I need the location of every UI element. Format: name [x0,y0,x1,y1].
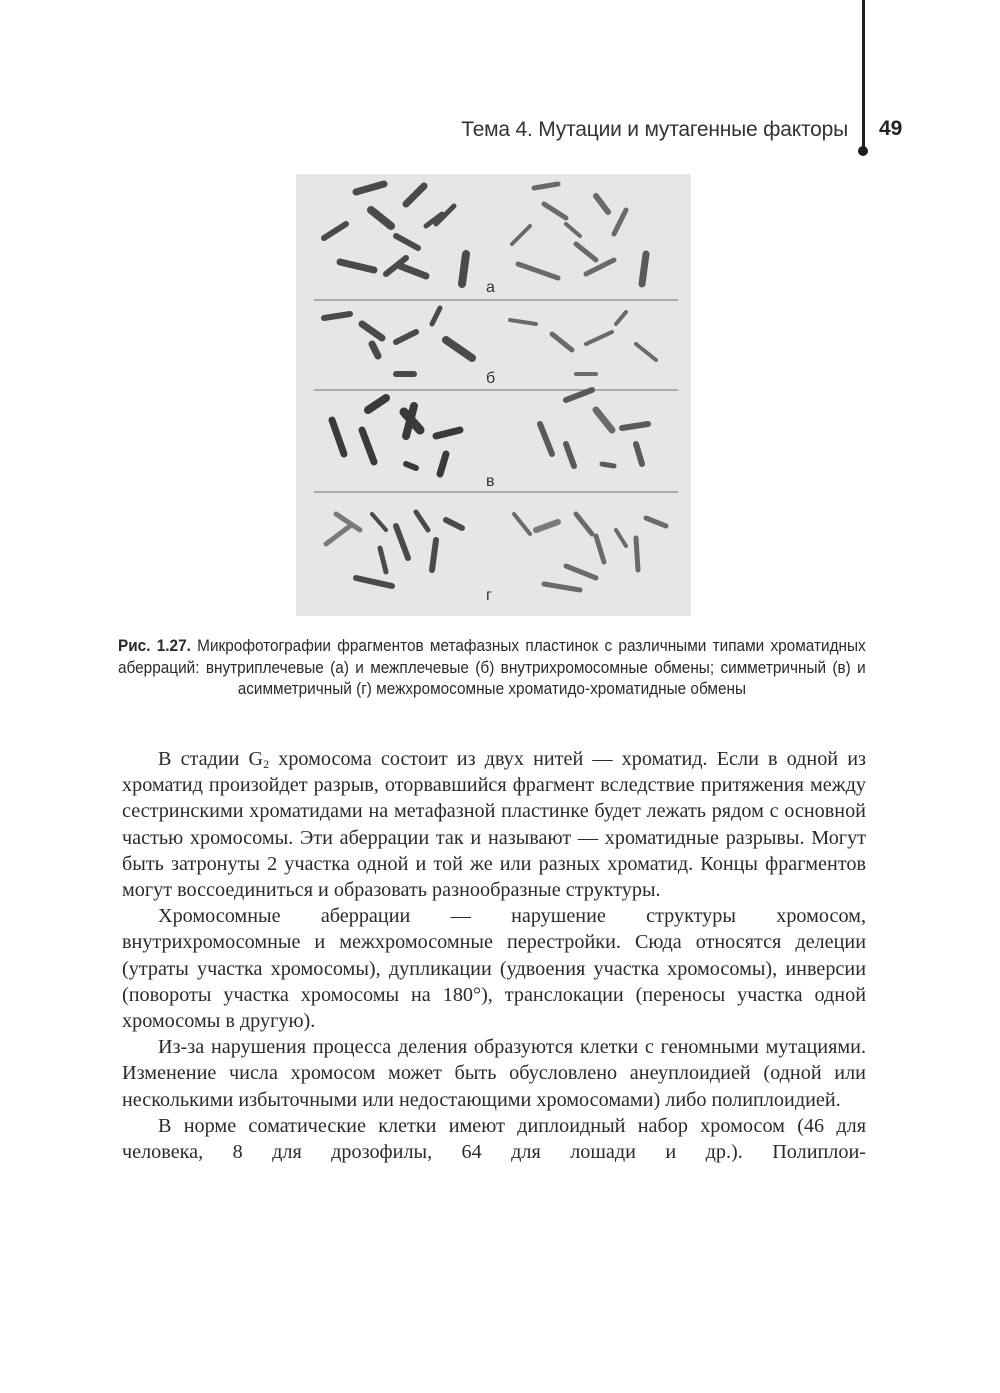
figure-micrograph [296,174,691,616]
margin-rule-dot [858,146,868,156]
panel-label-a: а [486,279,495,296]
paragraph-4: В норме соматические клетки имеют диплоидный набор хромосом (46 для человека, 8 для дрозофилы, 64 для лошади и др.). Полиплои- [122,1114,866,1164]
panel-label-c: в [486,473,495,490]
figure-caption [118,636,866,701]
page-number: 49 [879,117,903,140]
subscript-2: 2 [263,757,270,771]
running-title: Тема 4. Мутации и мутагенные факторы [461,118,848,141]
paragraph-2: Хромосомные аберрации — нарушение структуры хромосом, внутрихромосомные и межхромосомные перестройки. Сюда относятся делеции (утраты участка хромосомы), дупликации (удвоения участка хромосомы), инверсии (повороты участка хромосомы на 180°), транслокации (переносы участка одной хромосомы в другую). [122,905,866,1033]
margin-rule [862,0,865,152]
caption-text: Микрофотографии фрагментов метафазных пластинок с различными типами хроматидных аберраций: внутриплечевые (а) и межплечевые (б) внутрихромосомные обмены; симметричный (в) и асимметричный (г) межхромосомные хроматидо-хроматидные обмены [118,637,866,698]
paragraph-1-rest: хромосома состоит из двух нитей — хроматид. Если в одной из хроматид произойдет разрыв, оторвавшийся фрагмент вследствие притяжения между сестринскими хроматидами на метафазной пластинке будет лежать рядом с основной частью хромосомы. Эти аберрации так и называют — хроматидные разрывы. Могут быть затронуты 2 участка одной и той же или разных хроматид. Концы фрагментов могут воссоединиться и образовать разнообразные структуры. [122,748,866,902]
body-text [122,746,866,1165]
panel-label-b: б [486,370,496,387]
caption-label: Рис. 1.27. [118,637,191,655]
panel-b-chromosomes [324,308,656,374]
panel-d-chromosomes [326,512,666,590]
chromosome-micrograph-image [296,174,691,616]
panel-label-d: г [486,587,492,604]
panel-a-chromosomes [324,184,646,284]
paragraph-1 [122,746,866,903]
paragraph-1-start: В стадии G [158,748,264,770]
paragraph-3: Из-за нарушения процесса деления образуются клетки с геномными мутациями. Изменение числа хромосом может быть обусловлено анеуплоидией (одной или несколькими избыточными или недостающими хромосомами) либо полиплоидией. [122,1036,866,1111]
panel-c-chromosomes [332,390,648,474]
